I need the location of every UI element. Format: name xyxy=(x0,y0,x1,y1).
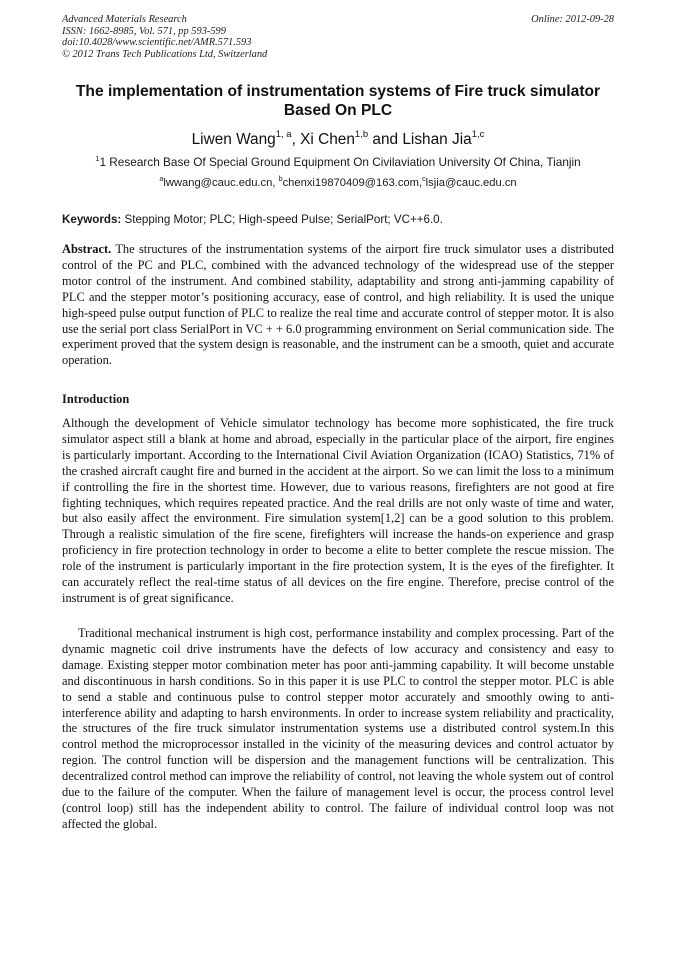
title-line-2: Based On PLC xyxy=(283,102,393,119)
author-separator: , xyxy=(291,131,301,148)
affiliation-text: 1 Research Base Of Special Ground Equipment On Civilaviation University Of China, Tianjin xyxy=(99,155,581,169)
abstract xyxy=(62,242,614,369)
section-heading: Introduction xyxy=(62,392,130,406)
paper-title xyxy=(62,82,614,120)
intro-paragraph-2: Traditional mechanical instrument is high cost, performance instability and complex processing. Part of the dynamic magnetic coil drive instruments have the defects of low accuracy and consistency and easy to damage. Existing stepper motor combination meter has poor anti-jamming capability. It will become unstable and discontinuous in harsh conditions. So in this paper it is use PLC to control the stepper motor. PLC is able to send a stable and continuous pulse to control stepper motor accurately and smoothly owing to anti-interference ability and adapting to harsh environments. In order to increase system reliability and practicality, the structures of the fire truck simulator instrumentation systems use a distributed control system.In this control method the microprocessor installed in the vicinity of the measuring devices and control actuator by region. The control function will be dispersion and the management functions will be centralization. This decentralized control method can improve the reliability of control, not leaving the whole system out of control due to the failure of the computer. When the failure of management level is occur, the process control level (control loop) still has the independent ability to control. The failure of individual control loop was not affected the global. xyxy=(62,626,614,831)
affiliation-superscript: 1 xyxy=(95,154,100,163)
keywords-label: Keywords: xyxy=(62,213,122,226)
author-superscript: 1, a xyxy=(275,129,292,140)
email-superscript: b xyxy=(278,174,283,183)
author-superscript: 1,b xyxy=(354,129,369,140)
doi-line: doi:10.4028/www.scientific.net/AMR.571.593 xyxy=(62,37,252,49)
issn-line: ISSN: 1662-8985, Vol. 571, pp 593-599 xyxy=(62,25,226,37)
email-address: lsjia@cauc.edu.cn xyxy=(425,177,517,189)
abstract-label: Abstract. xyxy=(62,242,112,256)
email-superscript: a xyxy=(159,174,164,183)
intro-paragraph-1: Although the development of Vehicle simulator technology has become more sophisticated, the fire truck simulator aspect still a blank at home and abroad, especially in the particular place of the airport, fire engines is particularly important. According to the International Civil Aviation Organization (ICAO) Statistics, 71% of the crashed aircraft caught fire and burned in the accident at the airport. So we can limit the loss to a minimum if controlling the fire in the shortest time. However, due to various reasons, firefighters are not good at fire fighting techniques, which requires repeated practice. And the real drills are not only waste of time and water, but also easily affect the environment. Fire simulation system[1,2] can be a good solution to this problem. Through a realistic simulation of the fire scene, firefighters will increase the hands-on experience and grasp proficiency in fire protection technology in order to become a elite to better complete the rescue mission. The role of the instrument is particularly important in the fire protection system, It is the eyes of the firefighter. It can accurately reflect the real-time status of all devices on the fire engine. Therefore, precise control of the instrument is of great significance. xyxy=(62,416,614,605)
affiliation xyxy=(62,155,614,170)
abstract-text: The structures of the instrumentation systems of the airport fire truck simulator uses a distributed control of the PC and PLC, combined with the advanced technology of the widespread use of the stepper motor control of the instrument. And combined stability, adaptability and strong anti-jamming capability of PLC and the stepper motor’s positioning accuracy, ease of control, and high reliability. It is used the unique high-speed pulse output function of PLC to realize the real time and accurate control of stepper motor. It is also use the serial port class SerialPort in VC + + 6.0 programming environment on Serial communication side. The experiment proved that the system design is reasonable, and the instrument can be a smooth, quiet and accurate operation. xyxy=(62,242,614,368)
copyright-line: © 2012 Trans Tech Publications Ltd, Switzerland xyxy=(62,48,268,60)
author-superscript: 1,c xyxy=(471,129,485,140)
online-date: Online: 2012-09-28 xyxy=(531,14,614,25)
email-list xyxy=(62,176,614,191)
email-address: chenxi19870409@163.com, xyxy=(282,177,423,189)
author-separator: and xyxy=(368,131,403,148)
keywords-text: Stepping Motor; PLC; High-speed Pulse; SerialPort; VC++6.0. xyxy=(121,213,443,226)
author-list xyxy=(62,130,614,150)
email-superscript: c xyxy=(422,174,426,183)
email-separator: , xyxy=(272,177,279,189)
journal-name: Advanced Materials Research xyxy=(62,14,187,25)
author-name: Xi Chen xyxy=(300,131,355,148)
title-line-1: The implementation of instrumentation systems of Fire truck simulator xyxy=(75,83,601,100)
author-name: Liwen Wang xyxy=(191,131,276,148)
author-name: Lishan Jia xyxy=(402,131,472,148)
keywords xyxy=(62,212,616,227)
email-address: lwwang@cauc.edu.cn xyxy=(163,177,273,189)
journal-header xyxy=(62,14,267,60)
